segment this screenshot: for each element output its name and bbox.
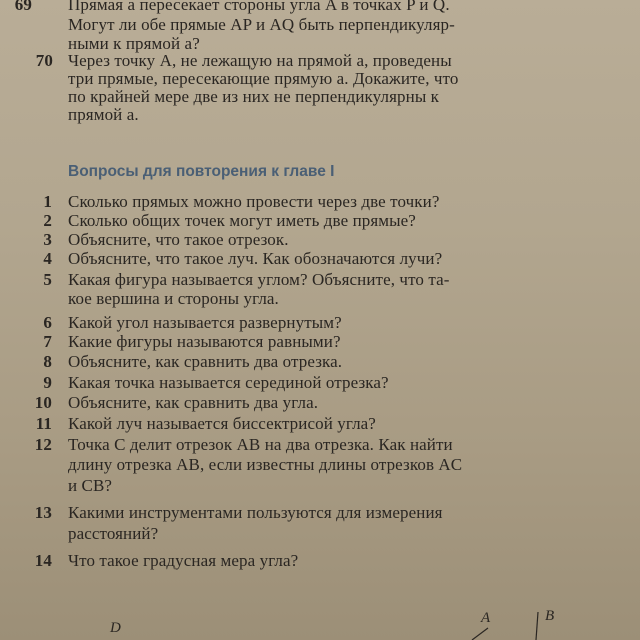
- show-through-text: [520, 140, 630, 340]
- question-number: 2: [43, 211, 52, 230]
- question-number: 5: [43, 270, 52, 289]
- question-number: 14: [34, 551, 52, 570]
- figure-line-a: [472, 628, 488, 640]
- question-number: 4: [43, 249, 52, 268]
- question-number: 11: [35, 414, 52, 433]
- section-heading: Вопросы для повторения к главе I: [68, 163, 335, 180]
- problem-69-number: 69: [14, 0, 32, 14]
- textbook-page: 69 Прямая a пересекает стороны угла A в точках P и Q. Могут ли обе прямые AP и AQ быть перпендикуляр- ными к прямой a? 70 Через точку A, не лежащую на прямой a, проведены три прямые, пересекающие прямую a. Докажите, что по крайней мере две из них не перпендикулярны к прямой a. Вопросы для повторения к главе I 1 Сколько прямых можно провести через две точки? 2 Сколько общих точек могут иметь две прямые? 3 Объясните, что такое отрезок. 4 Объясните, что такое луч. Как обозначаются лучи? 5 Какая фигура называется углом? Объясните, что та- кое вершина и стороны угла. 6 Какой угол называется развернутым? 7 Какие фигуры называются равными? 8 Объясните, как сравнить два отрезка. 9 Какая точка называется серединой отрезка? 10 Объясните, как сравнить два угла. 11 Какой луч называется биссектрисой угла? 12 Точка C делит отрезок AB на два отрезка. Как найти длину отрезка AB, если известны длины отрезков AC и CB? 13 Какими инструментами пользуются для измерения расстояний? 14 Что такое градусная мера угла? D A B: [0, 0, 640, 640]
- question-number: 3: [43, 230, 52, 249]
- figure-label-d: D: [110, 620, 121, 636]
- figure-label-a: A: [481, 610, 491, 626]
- problem-70-number: 70: [35, 51, 53, 70]
- question-number: 12: [34, 435, 52, 454]
- figure-label-b: B: [545, 608, 555, 624]
- question-number: 13: [34, 503, 52, 522]
- question-number: 1: [43, 192, 52, 211]
- question-number: 7: [43, 332, 52, 351]
- question-number: 10: [34, 393, 52, 412]
- figure-line-b: [536, 612, 538, 640]
- question-number: 8: [43, 352, 52, 371]
- question-number: 6: [43, 313, 52, 332]
- question-number: 9: [43, 373, 52, 392]
